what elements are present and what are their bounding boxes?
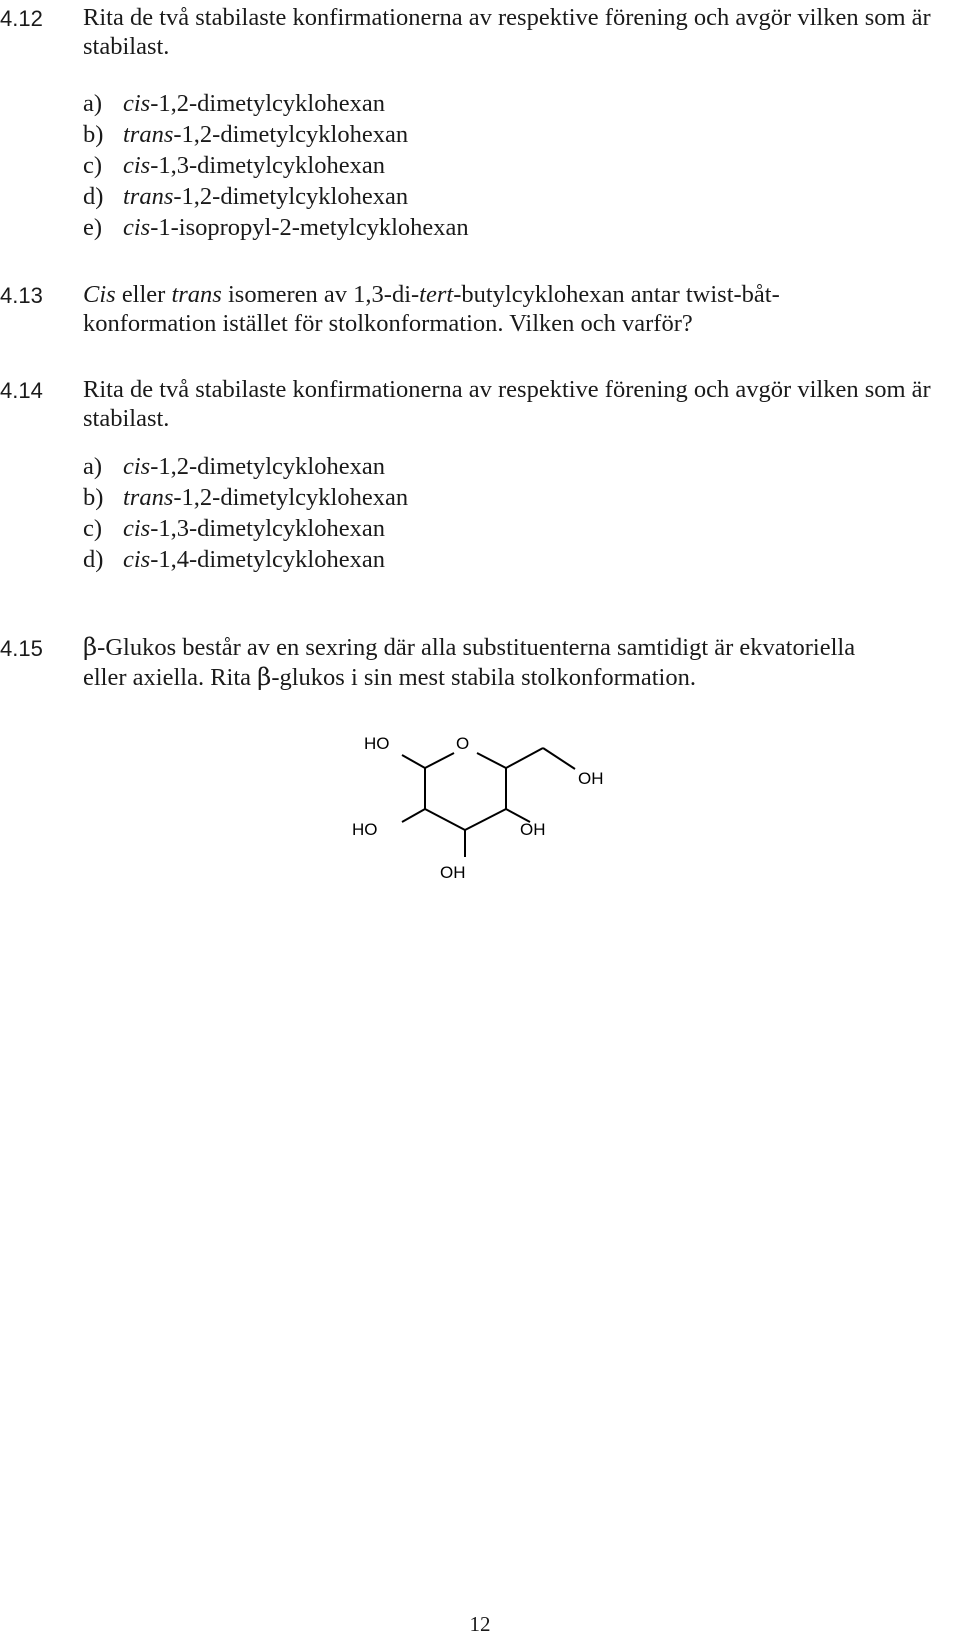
ring-bond xyxy=(425,753,454,768)
problem-number: 4.13 xyxy=(0,283,43,308)
problem-items xyxy=(83,88,469,243)
problem-text: Cis eller trans isomeren av 1,3-di-tert-butylcyklohexan antar twist-båt- konformation istället för stolkonformation. Vilken och varför? xyxy=(83,281,780,337)
oh-label: OH xyxy=(520,820,546,839)
list-item: c) cis-1,3-dimetylcyklohexan xyxy=(83,515,385,542)
oh-label: OH xyxy=(440,863,466,882)
list-item: b) trans-1,2-dimetylcyklohexan xyxy=(83,121,409,148)
ring-bond xyxy=(425,809,465,830)
problem-text: Rita de två stabilaste konfirmationerna av respektive förening och avgör vilken som är stabilast. xyxy=(83,376,931,432)
list-item: d) trans-1,2-dimetylcyklohexan xyxy=(83,183,409,210)
bond-ch2 xyxy=(506,748,543,768)
problem-number: 4.15 xyxy=(0,636,43,661)
glucose-structure-diagram xyxy=(340,712,620,902)
problem-text: β-Glukos består av en sexring där alla substituenterna samtidigt är ekvatoriella eller axiella. Rita β-glukos i sin mest stabila stolkonformation. xyxy=(83,632,856,691)
list-item: a) cis-1,2-dimetylcyklohexan xyxy=(83,90,385,117)
oh-label: OH xyxy=(578,769,604,788)
problem-number: 4.12 xyxy=(0,6,43,31)
bond-ho-bottom-left xyxy=(402,809,425,822)
list-item: e) cis-1-isopropyl-2-metylcyklohexan xyxy=(83,214,469,241)
page-number: 12 xyxy=(469,1612,491,1636)
ring-bond xyxy=(477,753,506,768)
ring-oxygen-label: O xyxy=(456,734,470,753)
problem-number: 4.14 xyxy=(0,378,43,403)
list-item: c) cis-1,3-dimetylcyklohexan xyxy=(83,152,385,179)
list-item: a) cis-1,2-dimetylcyklohexan xyxy=(83,453,385,480)
list-item: b) trans-1,2-dimetylcyklohexan xyxy=(83,484,409,511)
bond-ho-top-left xyxy=(402,755,425,768)
problem-items xyxy=(83,451,408,575)
ring-bond xyxy=(465,809,506,830)
list-item: d) cis-1,4-dimetylcyklohexan xyxy=(83,546,385,573)
ho-label: HO xyxy=(352,820,378,839)
bond-ch2-oh xyxy=(543,748,575,769)
problem-text: Rita de två stabilaste konfirmationerna av respektive förening och avgör vilken som är stabilast. xyxy=(83,4,931,60)
ho-label: HO xyxy=(364,734,390,753)
ring-bonds xyxy=(425,753,506,830)
substituent-bonds xyxy=(402,748,575,857)
